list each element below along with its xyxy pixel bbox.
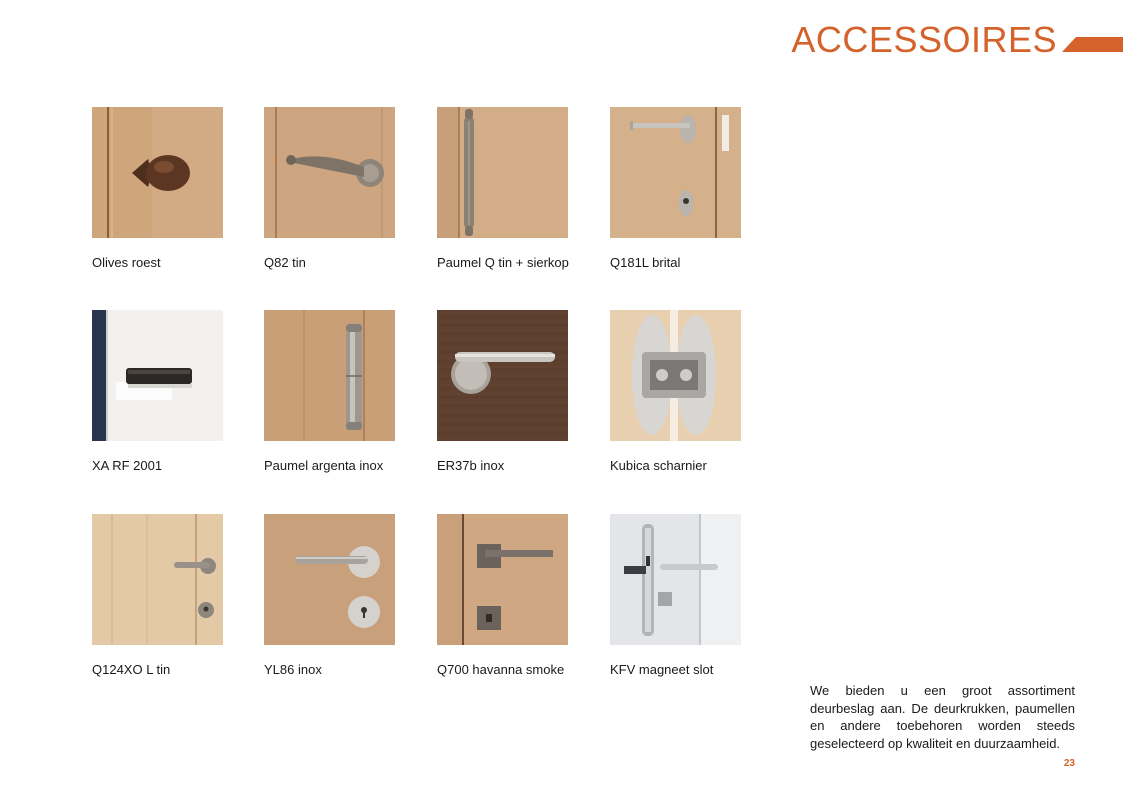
product-caption: KFV magneet slot [610,662,714,677]
product-card [437,310,587,473]
product-photo-q82-tin [264,107,395,238]
product-caption: YL86 inox [264,662,322,677]
product-card [264,107,414,270]
product-caption: Q82 tin [264,255,306,270]
product-card [92,107,242,270]
product-photo-olives-roest [92,107,223,238]
product-card [92,310,242,473]
page-title: ACCESSOIRES [791,19,1057,60]
product-caption: Paumel Q tin + sierkop [437,255,569,270]
intro-paragraph: We bieden u een groot assortiment deurbeslag aan. De deurkrukken, paumellen en andere toebehoren worden steeds geselecteerd op kwaliteit en duurzaamheid. [810,683,1075,751]
product-photo-q700-havanna-smoke [437,514,568,645]
title-accent-bar [1062,37,1123,52]
product-photo-paumel-argenta-inox [264,310,395,441]
product-photo-kfv-magneet-slot [610,514,741,645]
product-caption: Q700 havanna smoke [437,662,565,677]
product-card [610,107,760,270]
product-caption: Paumel argenta inox [264,458,384,473]
product-caption: Olives roest [92,255,161,270]
product-photo-xa-rf-2001 [92,310,223,441]
product-card [437,514,587,677]
product-card [264,514,414,677]
product-photo-paumel-q-tin [437,107,568,238]
product-card [92,514,242,677]
product-card [264,310,414,473]
product-photo-er37b-inox [437,310,568,441]
product-caption: Q181L brital [610,255,681,270]
page-number: 23 [1063,758,1075,769]
product-card [610,514,760,677]
product-photo-q181l-brital [610,107,741,238]
product-photo-kubica-scharnier [610,310,741,441]
product-caption: XA RF 2001 [92,458,163,473]
product-caption: Q124XO L tin [92,662,171,677]
product-photo-yl86-inox [264,514,395,645]
product-card [610,310,760,473]
product-caption: Kubica scharnier [610,458,707,473]
product-card [437,107,587,270]
product-photo-q124xo-l-tin [92,514,223,645]
product-caption: ER37b inox [437,458,505,473]
